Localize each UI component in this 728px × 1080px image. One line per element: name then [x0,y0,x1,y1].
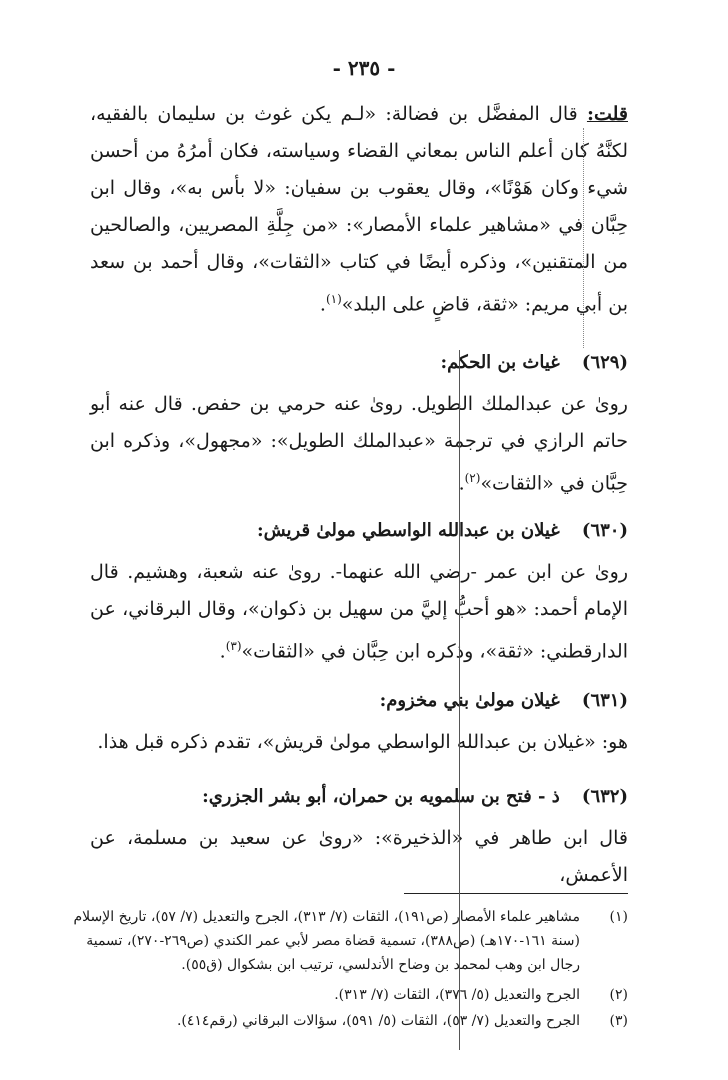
entry-text: روىٰ عن عبدالملك الطويل. روىٰ عنه حرمي بن حفص. قال عنه أبو حاتم الرازي في ترجمة «عبدالملك الطويل»: «مجهول»، وذكره ابن حِبَّان في «الثقات» [90,393,628,495]
entry-paragraph [90,820,628,894]
footnote-line: رجال ابن وهب لمحمد بن وضاح الأندلسي، ترتيب ابن بشكوال (ق٥٥). [181,957,580,973]
page-fold-line [583,128,584,348]
intro-paragraph [90,96,628,323]
intro-end: . [319,293,326,316]
footnote-line: (سنة ١٦١-١٧٠هـ) (ص٣٨٨)، تسمية قضاة مصر لأبي عمر الكندي (ص٢٦٩-٢٧٠)، تسمية [86,933,580,949]
footnote-ref: (٣) [225,639,242,653]
entry-heading [28,352,628,386]
footnote-number: (١) [609,909,628,925]
entry-title: غيلان بن عبدالله الواسطي مولىٰ قريش: [256,520,560,541]
footnote-line: الجرح والتعديل (٧/ ٥٣)، الثقات (٥/ ٥٩١)، سؤالات البرقاني (رقم٤١٤). [176,1013,580,1029]
footnote-divider [404,893,628,894]
entry-end: . [458,472,465,495]
entry-heading [28,786,628,820]
entry-title: غياث بن الحكم: [440,352,560,373]
entry-number: (٦٣١) [581,690,628,711]
entry-heading [28,520,628,554]
footnote [28,984,628,1007]
entry-title: ذ - فتح بن سلمويه بن حمران، أبو بشر الجزري: [202,786,560,807]
entry-text: قال ابن طاهر في «الذخيرة»: «روىٰ عن سعيد بن مسلمة، عن الأعمش، [90,827,628,886]
entry-end: . [219,640,226,663]
intro-text: قال المفضَّل بن فضالة: «لـم يكن غوث بن سليمان بالفقيه، لكنَّهُ كان أعلم الناس بمعاني القضاء وسياسته، فكان أمرُهُ من أحسن شيء وكان هَوْنًا»، وقال يعقوب بن سفيان: «لا بأس به»، وقال ابن حِبَّان في «مشاهير علماء الأمصار»: «من جِلَّةِ المصريين، والصالحين من المتقنين»، وذكره أيضًا في كتاب «الثقات»، وقال أحمد بن سعد بن أبي مريم: «ثقة، قاضٍ على البلد» [90,103,628,316]
intro-label: قلت: [586,103,628,125]
entry-text: روىٰ عن ابن عمر -رضي الله عنهما-. روىٰ عنه شعبة، وهشيم. قال الإمام أحمد: «هو أحبُّ إليَّ من سهيل بن ذكوان»، وقال البرقاني، عن الدارقطني: «ثقة»، وذكره ابن حِبَّان في «الثقات» [90,561,628,663]
footnote-ref: (١) [325,292,342,306]
entry-paragraph [90,386,628,502]
entry-paragraph [90,554,628,670]
footnote [28,1010,628,1033]
entry-paragraph [90,724,628,761]
footnote-ref: (٢) [464,471,481,485]
page-number: - ٢٣٥ - [332,56,396,80]
entry-number: (٦٣٠) [581,520,628,541]
footnote-line: مشاهير علماء الأمصار (ص١٩١)، الثقات (٧/ ٣١٣)، الجرح والتعديل (٧/ ٥٧)، تاريخ الإسلام [73,909,580,925]
entry-number: (٦٢٩) [581,352,628,373]
entry-number: (٦٣٢) [581,786,628,807]
entry-heading [28,690,628,724]
footnote-number: (٣) [609,1013,628,1029]
entry-text: هو: «غيلان بن عبدالله الواسطي مولىٰ قريش»، تقدم ذكره قبل هذا. [97,731,628,753]
entry-title: غيلان مولىٰ بني مخزوم: [379,690,560,711]
footnote [28,906,628,929]
footnote-number: (٢) [609,987,628,1003]
footnote-line: الجرح والتعديل (٥/ ٣٧٦)، الثقات (٧/ ٣١٣). [334,987,580,1003]
page-fold-line [459,350,460,1050]
